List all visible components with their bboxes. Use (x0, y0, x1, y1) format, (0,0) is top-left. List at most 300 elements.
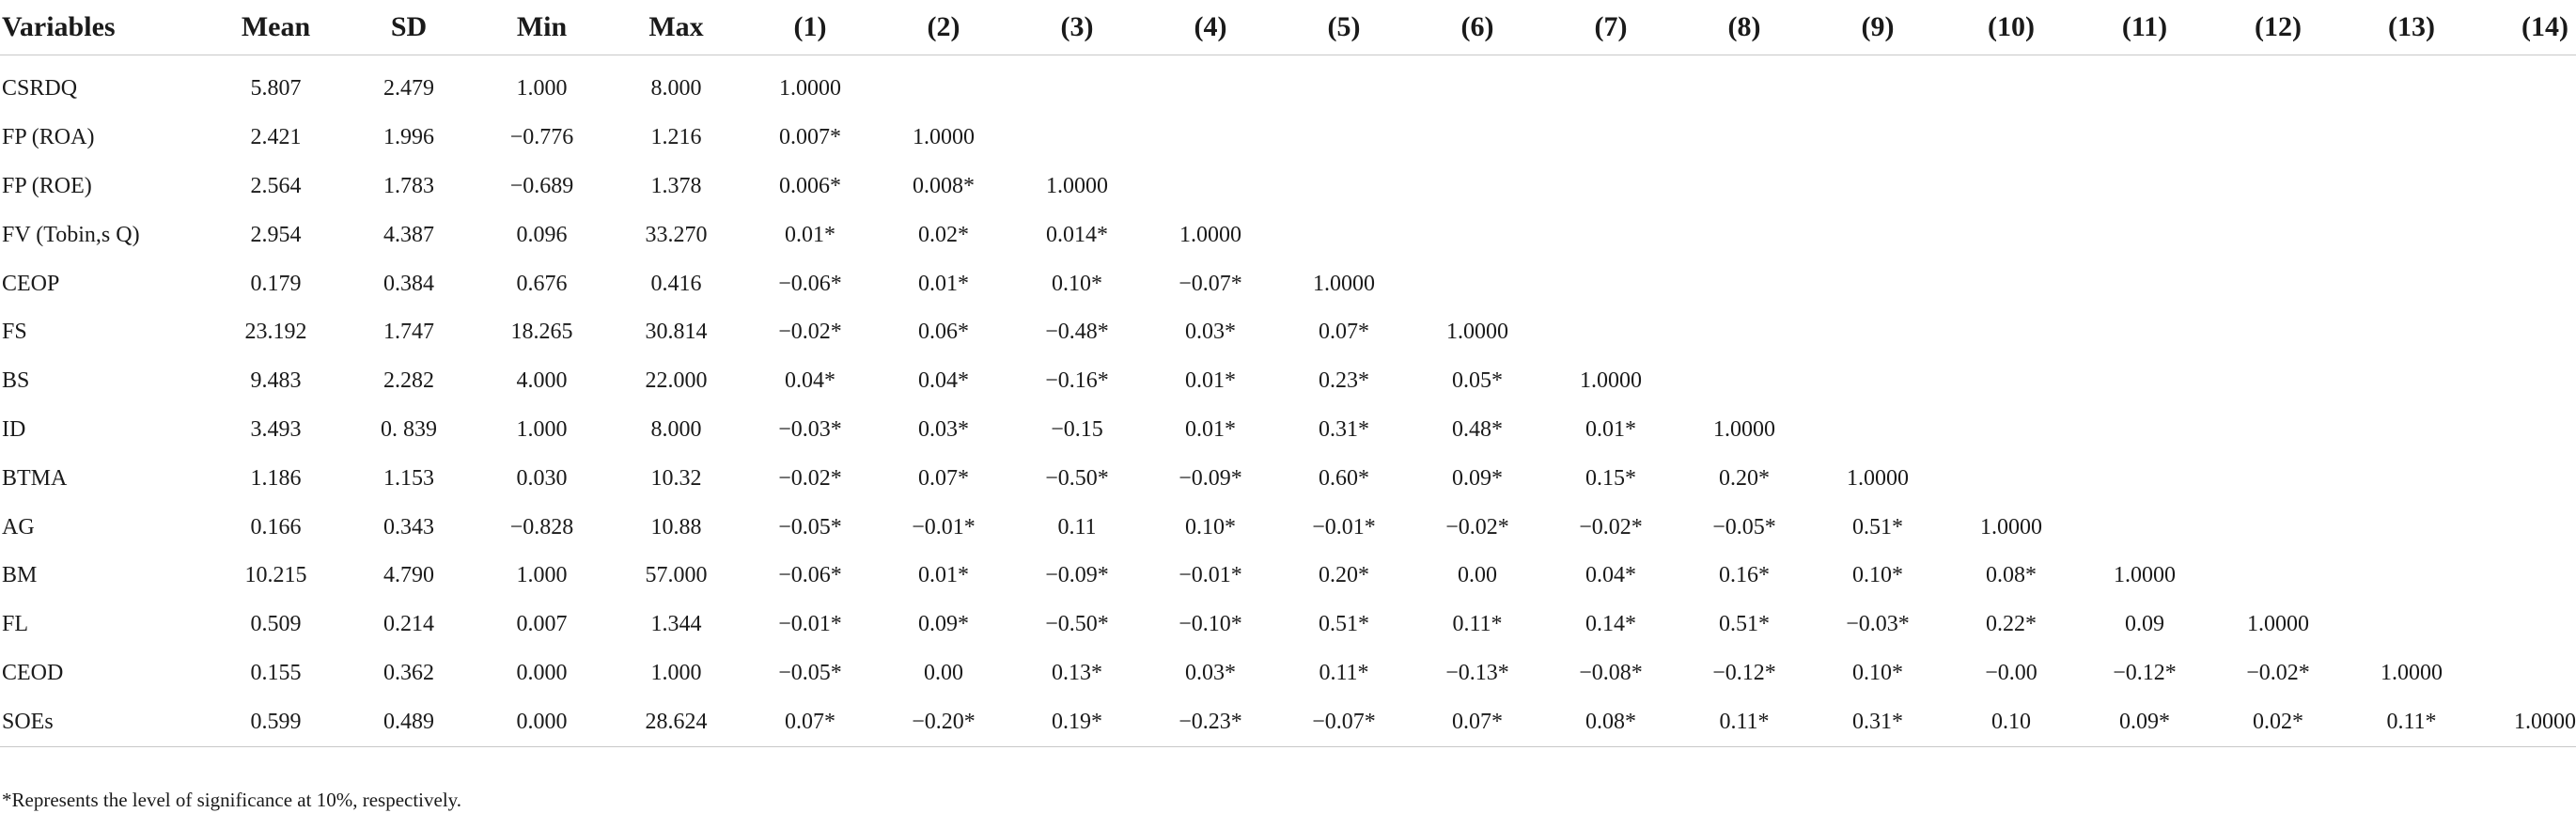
row-label: AG (2, 514, 35, 539)
table-cell: 1.0000 (1446, 320, 1508, 345)
table-cell: 1.0000 (1313, 271, 1375, 296)
table-cell (2345, 601, 2478, 649)
table-cell (1277, 114, 1411, 163)
table-cell: 0.09 (2125, 612, 2164, 637)
table-cell: 0.362 (383, 660, 434, 685)
table-cell: 0.384 (383, 271, 434, 296)
table-row (0, 406, 2576, 455)
table-cell: 0.08* (1986, 563, 2037, 588)
table-cell: 0.02* (2211, 697, 2345, 746)
table-cell (2078, 259, 2211, 308)
table-cell: 0.030 (516, 465, 568, 491)
table-cell: 0.03* (918, 416, 969, 442)
table-cell (2211, 308, 2345, 357)
row-label: BS (2, 368, 30, 394)
row-label: CEOP (2, 271, 60, 296)
table-row (0, 601, 2576, 649)
table-cell: 1.0000 (1046, 173, 1108, 198)
table-cell: −0.50* (1045, 465, 1109, 491)
table-cell: 22.000 (645, 368, 708, 394)
table-cell (1010, 55, 1144, 114)
table-cell: −0.08* (1579, 660, 1643, 685)
table-cell (2211, 552, 2345, 601)
table-cell: 0.04* (918, 368, 969, 394)
row-label: CEOD (2, 660, 64, 685)
table-cell: 28.624 (609, 697, 743, 746)
table-cell (1544, 308, 1678, 357)
table-cell: 1.378 (650, 173, 702, 198)
column-header: (8) (1678, 0, 1811, 55)
table-cell: 57.000 (645, 563, 708, 588)
table-cell: −0.09* (1179, 465, 1242, 491)
table-cell: −0.50* (1045, 612, 1109, 637)
table-cell (1544, 259, 1678, 308)
table-cell: 1.344 (650, 612, 702, 637)
table-cell: 0.07* (1411, 697, 1544, 746)
table-cell (1544, 114, 1678, 163)
table-cell: −0.05* (778, 514, 842, 539)
table-cell (2078, 406, 2211, 455)
table-cell (1411, 114, 1544, 163)
table-cell: 1.000 (650, 660, 702, 685)
table-cell (2478, 114, 2576, 163)
table-cell: 0.31* (1319, 416, 1369, 442)
row-label: FV (Tobin,s Q) (2, 222, 140, 247)
table-cell: 0.03* (1185, 320, 1236, 345)
table-cell (1544, 163, 1678, 211)
table-cell: 10.215 (244, 563, 307, 588)
table-cell (1944, 308, 2078, 357)
table-cell (1944, 259, 2078, 308)
table-cell: 0.07* (743, 697, 877, 746)
table-cell: 0.155 (250, 660, 302, 685)
table-header (0, 0, 2576, 55)
table-cell (1678, 259, 1811, 308)
table-cell (2345, 406, 2478, 455)
table-cell: −0.23* (1144, 697, 1277, 746)
table-cell (1678, 357, 1811, 406)
table-cell: 0.04* (1585, 563, 1636, 588)
table-cell (2345, 357, 2478, 406)
table-cell (2078, 55, 2211, 114)
row-label: ID (2, 416, 26, 442)
table-cell: 1.000 (516, 563, 568, 588)
table-cell: 1.0000 (913, 125, 975, 150)
table-cell (1010, 114, 1144, 163)
table-cell: 2.564 (250, 173, 302, 198)
table-cell (2078, 454, 2211, 503)
header-row (0, 0, 2576, 55)
table-cell: 1.0000 (2247, 612, 2309, 637)
table-cell (2478, 601, 2576, 649)
table-row (0, 454, 2576, 503)
table-cell: 0.51* (1852, 514, 1903, 539)
table-cell: 0.11* (1452, 612, 1503, 637)
table-cell (2211, 406, 2345, 455)
table-cell (1411, 55, 1544, 114)
table-cell: 33.270 (645, 222, 708, 247)
table-cell: 2.421 (250, 125, 302, 150)
table-cell: −0.16* (1045, 368, 1109, 394)
table-cell: 0.01* (1185, 416, 1236, 442)
table-cell: 0.00 (1458, 563, 1497, 588)
table-cell: −0.05* (778, 660, 842, 685)
table-cell: 2.954 (250, 222, 302, 247)
table-cell: 0.10* (1852, 563, 1903, 588)
table-row (0, 211, 2576, 259)
table-cell: 0.01* (1185, 368, 1236, 394)
table-cell: 5.807 (250, 76, 302, 102)
row-label: FP (ROE) (2, 173, 92, 198)
column-header: Mean (209, 0, 343, 55)
table-cell: 0.179 (250, 271, 302, 296)
table-cell: 0.09* (1452, 465, 1503, 491)
table-cell (2478, 259, 2576, 308)
column-header: (11) (2078, 0, 2211, 55)
table-cell: 0.08* (1544, 697, 1678, 746)
table-cell (2078, 163, 2211, 211)
row-label: BTMA (2, 465, 68, 491)
table-cell: 2.282 (383, 368, 434, 394)
table-cell: 0.008* (913, 173, 975, 198)
table-cell (1144, 114, 1277, 163)
table-cell (1144, 55, 1277, 114)
table-cell: −0.01* (778, 612, 842, 637)
table-cell (2211, 55, 2345, 114)
table-cell: 0.000 (475, 697, 609, 746)
table-cell: −0.13* (1445, 660, 1509, 685)
table-cell: 1.996 (383, 125, 434, 150)
table-cell (1944, 357, 2078, 406)
table-cell: 0.676 (516, 271, 568, 296)
table-cell: 1.0000 (1713, 416, 1775, 442)
table-cell: 0.16* (1719, 563, 1770, 588)
table-cell: 0.489 (343, 697, 475, 746)
table-cell: 0.01* (785, 222, 835, 247)
table-cell: 0.01* (1585, 416, 1636, 442)
table-cell: 0.10* (1185, 514, 1236, 539)
table-row (0, 357, 2576, 406)
table-cell: 0.007* (779, 125, 841, 150)
row-label: FL (2, 612, 29, 637)
table-cell: 0.00 (924, 660, 963, 685)
table-cell: 8.000 (650, 76, 702, 102)
table-cell: 0. 839 (381, 416, 437, 442)
table-cell (1144, 163, 1277, 211)
table-cell (2211, 503, 2345, 552)
table-cell (2345, 211, 2478, 259)
table-cell: 30.814 (645, 320, 708, 345)
table-cell: 1.0000 (779, 76, 841, 102)
table-cell (877, 55, 1010, 114)
column-header: (5) (1277, 0, 1411, 55)
table-cell: 1.0000 (1179, 222, 1241, 247)
column-header: (14) (2478, 0, 2576, 55)
table-cell: 0.11* (2345, 697, 2478, 746)
table-row (0, 259, 2576, 308)
table-cell (2078, 357, 2211, 406)
table-cell (2478, 357, 2576, 406)
table-cell: 0.006* (779, 173, 841, 198)
table-cell (2478, 649, 2576, 698)
table-cell (1544, 55, 1678, 114)
table-cell (1811, 114, 1944, 163)
table-cell: 4.790 (383, 563, 434, 588)
row-label: FP (ROA) (2, 125, 95, 150)
table-cell (2211, 454, 2345, 503)
table-cell (2345, 259, 2478, 308)
table-cell: 0.11* (1678, 697, 1811, 746)
table-cell: 0.000 (516, 660, 568, 685)
table-cell (1811, 163, 1944, 211)
table-cell: 0.11 (1057, 514, 1097, 539)
table-cell: 0.31* (1811, 697, 1944, 746)
table-cell: 2.479 (383, 76, 434, 102)
table-cell (2478, 454, 2576, 503)
table-cell (2211, 211, 2345, 259)
table-cell: 1.186 (250, 465, 302, 491)
table-cell: 4.387 (383, 222, 434, 247)
table-cell: 0.07* (1319, 320, 1369, 345)
table-cell (2211, 114, 2345, 163)
table-cell (2478, 503, 2576, 552)
table-cell: 3.493 (250, 416, 302, 442)
table-cell: 0.22* (1986, 612, 2037, 637)
column-header: (4) (1144, 0, 1277, 55)
table-cell (1811, 308, 1944, 357)
table-cell: 23.192 (244, 320, 307, 345)
table-cell (1678, 211, 1811, 259)
table-cell (2345, 552, 2478, 601)
table-cell: −0.02* (778, 465, 842, 491)
table-cell: −0.02* (1579, 514, 1643, 539)
table-cell (1944, 406, 2078, 455)
table-cell: −0.02* (1445, 514, 1509, 539)
table-cell: 1.0000 (2381, 660, 2443, 685)
column-header: Max (609, 0, 743, 55)
table-cell (1944, 163, 2078, 211)
table-cell (2478, 406, 2576, 455)
table-cell (2345, 163, 2478, 211)
table-row (0, 55, 2576, 114)
table-cell: 0.01* (918, 271, 969, 296)
table-cell (2345, 308, 2478, 357)
table-cell (1678, 163, 1811, 211)
table-cell (1411, 163, 1544, 211)
table-cell: −0.48* (1045, 320, 1109, 345)
column-header: (13) (2345, 0, 2478, 55)
table-cell: 0.20* (1319, 563, 1369, 588)
table-cell: 0.10* (1852, 660, 1903, 685)
row-label: FS (2, 320, 27, 345)
table-cell (1277, 211, 1411, 259)
table-cell: −0.10* (1179, 612, 1242, 637)
table-cell: 1.000 (516, 416, 568, 442)
table-cell (1411, 259, 1544, 308)
table-cell (2478, 211, 2576, 259)
table-cell: −0.776 (509, 125, 574, 150)
table-cell: 0.02* (918, 222, 969, 247)
table-cell: −0.06* (778, 563, 842, 588)
table-cell: −0.02* (2246, 660, 2310, 685)
table-cell: 0.599 (209, 697, 343, 746)
table-cell (2345, 55, 2478, 114)
table-cell: 1.747 (383, 320, 434, 345)
table-cell: −0.12* (1712, 660, 1776, 685)
column-header: (9) (1811, 0, 1944, 55)
table-cell (1811, 357, 1944, 406)
table-cell (1811, 406, 1944, 455)
table-cell: −0.02* (778, 320, 842, 345)
table-cell: 4.000 (516, 368, 568, 394)
table-row (0, 503, 2576, 552)
table-body (0, 55, 2576, 747)
table-cell: 0.06* (918, 320, 969, 345)
table-cell: −0.828 (509, 514, 574, 539)
column-header: Min (475, 0, 609, 55)
table-cell (1944, 114, 2078, 163)
table-cell (1678, 114, 1811, 163)
table-cell: 1.216 (650, 125, 702, 150)
table-cell: 10.88 (650, 514, 702, 539)
table-cell: −0.06* (778, 271, 842, 296)
table-cell (1678, 308, 1811, 357)
table-cell (2478, 55, 2576, 114)
table-cell: −0.15 (1051, 416, 1103, 442)
table-row (0, 114, 2576, 163)
table-cell: 0.19* (1010, 697, 1144, 746)
table-cell (1678, 55, 1811, 114)
table-cell (2078, 308, 2211, 357)
table-cell: −0.01* (1312, 514, 1376, 539)
table-row (0, 649, 2576, 698)
row-label: BM (2, 563, 38, 588)
table-cell: 0.05* (1452, 368, 1503, 394)
table-cell: 0.51* (1719, 612, 1770, 637)
table-row (0, 552, 2576, 601)
table-cell: 9.483 (250, 368, 302, 394)
column-header: (12) (2211, 0, 2345, 55)
table-cell (1544, 211, 1678, 259)
table-cell: 0.20* (1719, 465, 1770, 491)
column-header: (6) (1411, 0, 1544, 55)
table-cell: −0.689 (509, 173, 574, 198)
table-cell: 0.007 (516, 612, 568, 637)
table-row (0, 308, 2576, 357)
table-cell: −0.09* (1045, 563, 1109, 588)
table-cell (1811, 55, 1944, 114)
column-header: (10) (1944, 0, 2078, 55)
table-cell: 1.0000 (2114, 563, 2176, 588)
table-cell: 0.509 (250, 612, 302, 637)
table-cell: 8.000 (650, 416, 702, 442)
table-cell (2478, 163, 2576, 211)
table-cell: 18.265 (510, 320, 573, 345)
table-cell: −0.20* (877, 697, 1010, 746)
table-cell: 0.09* (2078, 697, 2211, 746)
table-cell (2345, 114, 2478, 163)
table-cell: −0.01* (1179, 563, 1242, 588)
column-header: (2) (877, 0, 1010, 55)
table-cell: 0.01* (918, 563, 969, 588)
column-header-variables: Variables (0, 0, 209, 55)
table-cell: 0.10 (1944, 697, 2078, 746)
column-header: (3) (1010, 0, 1144, 55)
table-cell: 0.14* (1585, 612, 1636, 637)
table-cell: 1.000 (516, 76, 568, 102)
table-cell: 0.09* (918, 612, 969, 637)
table-cell (1811, 211, 1944, 259)
table-cell: 0.60* (1319, 465, 1369, 491)
table-cell: 1.0000 (1847, 465, 1909, 491)
column-header: SD (343, 0, 475, 55)
table-cell: −0.12* (2113, 660, 2177, 685)
table-cell: −0.00 (1985, 660, 2037, 685)
table-cell: 0.15* (1585, 465, 1636, 491)
table-cell (1944, 211, 2078, 259)
table-cell: 0.343 (383, 514, 434, 539)
table-cell: 0.166 (250, 514, 302, 539)
table-cell (1811, 259, 1944, 308)
table-cell (2478, 552, 2576, 601)
table-cell: 0.51* (1319, 612, 1369, 637)
table-cell: 0.214 (383, 612, 434, 637)
row-label: CSRDQ (2, 76, 78, 102)
table-cell (2211, 259, 2345, 308)
table-cell (2078, 114, 2211, 163)
table-cell: 10.32 (650, 465, 702, 491)
table-cell: 0.014* (1046, 222, 1108, 247)
table-cell: 0.07* (918, 465, 969, 491)
table-cell (2345, 503, 2478, 552)
table-cell: 0.11* (1319, 660, 1369, 685)
table-cell (2345, 454, 2478, 503)
table-cell (2211, 357, 2345, 406)
table-cell: 1.153 (383, 465, 434, 491)
table-footnote: *Represents the level of significance at 10%, respectively. (2, 789, 462, 811)
table-row (0, 163, 2576, 211)
table-cell (1277, 163, 1411, 211)
table-cell (2211, 163, 2345, 211)
table-cell: 0.416 (650, 271, 702, 296)
table-cell: −0.07* (1179, 271, 1242, 296)
table-cell (1411, 211, 1544, 259)
table-cell (2078, 211, 2211, 259)
table-cell: 0.096 (516, 222, 568, 247)
table-cell: −0.03* (1846, 612, 1910, 637)
table-cell: 1.0000 (2478, 697, 2576, 746)
table-cell (2078, 503, 2211, 552)
table-cell: 0.04* (785, 368, 835, 394)
table-row (0, 697, 2576, 746)
row-label: SOEs (0, 697, 209, 746)
column-header: (1) (743, 0, 877, 55)
table-cell (1944, 454, 2078, 503)
column-header: (7) (1544, 0, 1678, 55)
table-cell: −0.03* (778, 416, 842, 442)
table-cell: −0.05* (1712, 514, 1776, 539)
table-cell (1944, 55, 2078, 114)
table-cell: −0.07* (1277, 697, 1411, 746)
table-cell: 0.10* (1052, 271, 1102, 296)
table-cell (1277, 55, 1411, 114)
table-cell: −0.01* (912, 514, 976, 539)
table-cell: 1.783 (383, 173, 434, 198)
table-cell: 1.0000 (1980, 514, 2042, 539)
table-cell: 1.0000 (1580, 368, 1642, 394)
table-cell: 0.13* (1052, 660, 1102, 685)
table-cell: 0.48* (1452, 416, 1503, 442)
